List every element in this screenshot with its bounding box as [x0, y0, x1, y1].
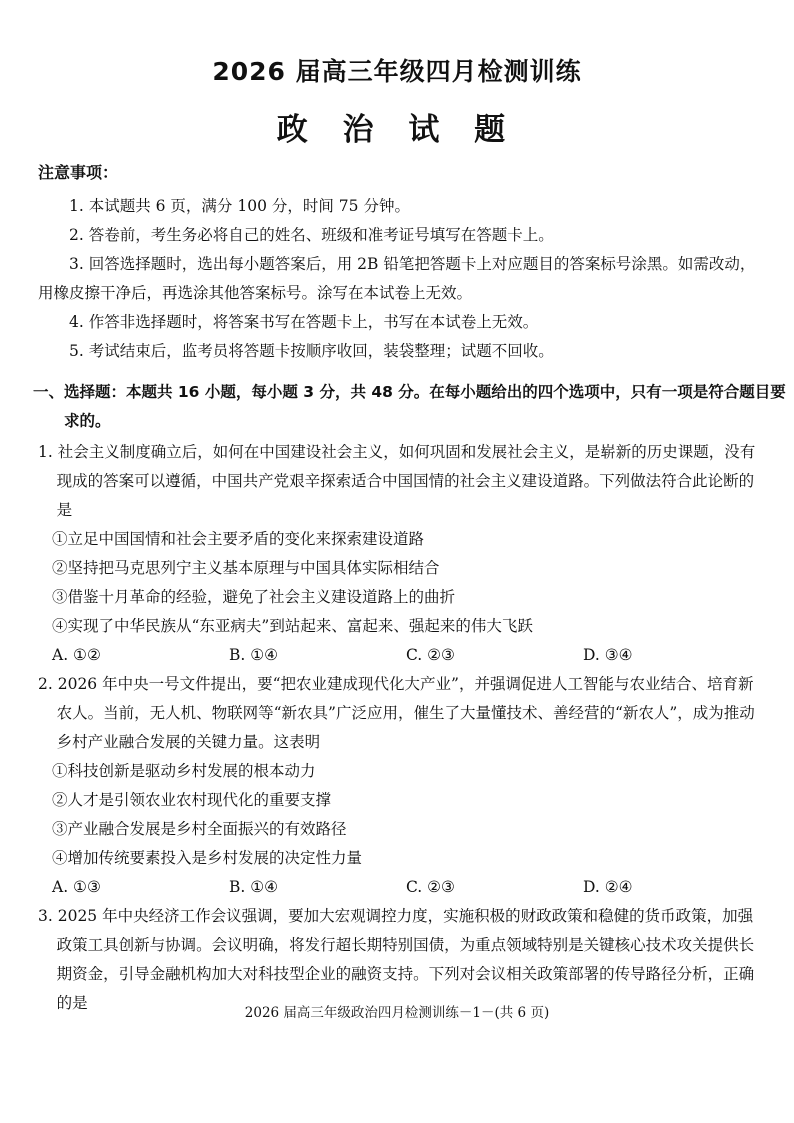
choice-a: A. ①③ [52, 878, 101, 896]
statement-option: ④增加传统要素投入是乡村发展的决定性力量 [52, 849, 363, 867]
question-stem: 3. 2025 年中央经济工作会议强调，要加大宏观调控力度，实施积极的财政政策和稳健的货币政策，加强政策工具创新与协调。会议明确，将发行超长期特别国债，为重点领域特别是关键核心技术攻关提供长期资金，引导金融机构加大对科技型企业的融资支持。下列对会议相关政策部署的传导路径分析，正确的是 [38, 907, 755, 1012]
question-list [38, 438, 760, 1018]
exam-title: 2026 届高三年级四月检测训练 [212, 57, 582, 86]
note-item-1: 1. 本试题共 6 页，满分 100 分，时间 75 分钟。 [69, 197, 410, 215]
statement-option: ②人才是引领农业农村现代化的重要支撑 [52, 791, 332, 809]
choice-c: C. ②③ [406, 646, 455, 664]
note-item-3: 3. 回答选择题时，选出每小题答案后，用 2B 铅笔把答题卡上对应题目的答案标号涂黑。如需改动，用橡皮擦干净后，再选涂其他答案标号。涂写在本试卷上无效。 [38, 255, 756, 302]
choice-d: D. ②④ [583, 878, 633, 896]
section-heading: 一、选择题：本题共 16 小题，每小题 3 分，共 48 分。在每小题给出的四个选项中，只有一项是符合题目要求的。 [33, 383, 786, 430]
statement-option: ④实现了中华民族从“东亚病夫”到站起来、富起来、强起来的伟大飞跃 [52, 617, 533, 635]
statement-option: ①科技创新是驱动乡村发展的根本动力 [52, 762, 316, 780]
exam-subtitle: 政 治 试 题 [276, 112, 518, 148]
notes-heading: 注意事项： [38, 163, 119, 182]
statement-option: ①立足中国国情和社会主要矛盾的变化来探索建设道路 [52, 530, 425, 548]
choice-b: B. ①④ [229, 878, 279, 896]
answer-choices [38, 641, 760, 670]
note-item-4: 4. 作答非选择题时，将答案书写在答题卡上，书写在本试卷上无效。 [69, 313, 539, 331]
note-item-5: 5. 考试结束后，监考员将答题卡按顺序收回，装袋整理；试题不回收。 [69, 342, 554, 360]
statement-option: ③借鉴十月革命的经验，避免了社会主义建设道路上的曲折 [52, 588, 456, 606]
answer-choices [38, 873, 760, 902]
statement-option: ③产业融合发展是乡村全面振兴的有效路径 [52, 820, 347, 838]
choice-c: C. ②③ [406, 878, 455, 896]
page-footer: 2026 届高三年级政治四月检测训练－1－(共 6 页) [244, 1005, 550, 1021]
question-stem: 1. 社会主义制度确立后，如何在中国建设社会主义，如何巩固和发展社会主义，是崭新的历史课题，没有现成的答案可以遵循，中国共产党艰辛探索适合中国国情的社会主义建设道路。下列做法符合此论断的是 [38, 443, 756, 519]
question-2 [38, 670, 760, 902]
question-1 [38, 438, 760, 670]
statement-option: ②坚持把马克思列宁主义基本原理与中国具体实际相结合 [52, 559, 440, 577]
note-item-2: 2. 答卷前，考生务必将自己的姓名、班级和准考证号填写在答题卡上。 [69, 226, 554, 244]
question-stem: 2. 2026 年中央一号文件提出，要“把农业建成现代化大产业”，并强调促进人工智能与农业结合、培育新农人。当前，无人机、物联网等“新农具”广泛应用，催生了大量懂技术、善经营的“新农人”，成为推动乡村产业融合发展的关键力量。这表明 [38, 675, 755, 751]
choice-d: D. ③④ [583, 646, 633, 664]
choice-b: B. ①④ [229, 646, 279, 664]
choice-a: A. ①② [52, 646, 101, 664]
notes-block [38, 160, 758, 366]
